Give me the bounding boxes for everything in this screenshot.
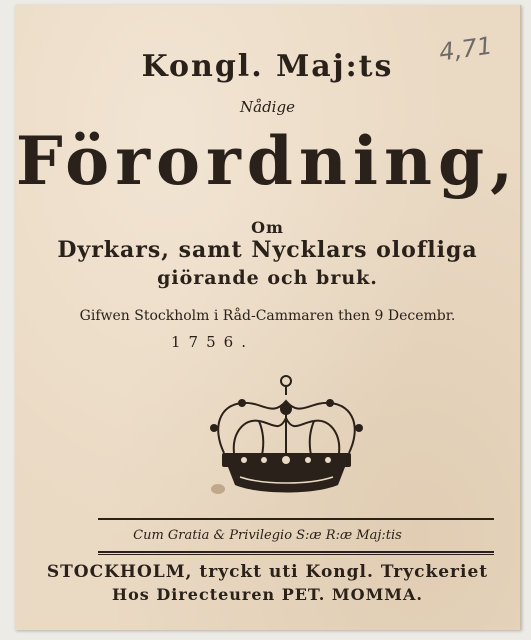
double-rule-upper xyxy=(98,551,494,553)
main-title: Förordning, xyxy=(15,122,520,200)
document-page xyxy=(15,5,521,630)
title-line-gracious: Nådige xyxy=(240,98,295,116)
title-line-royal: Kongl. Maj:ts xyxy=(141,49,394,84)
issued-place-date: Gifwen Stockholm i Råd-Cammaren then 9 Decembr. xyxy=(79,308,456,324)
subject-line-2: giörande och bruk. xyxy=(157,267,378,289)
subject-intro: Om xyxy=(251,218,284,237)
handwritten-catalog-note: 4,71 xyxy=(436,31,494,67)
paper-stain xyxy=(211,484,225,494)
double-rule-lower xyxy=(98,554,494,555)
privilege-line: Cum Gratia & Privilegio S:æ R:æ Maj:tis xyxy=(133,528,402,543)
printer-line-2: Hos Directeuren PET. MOMMA. xyxy=(112,585,423,604)
subject-line-1: Dyrkars, samt Nycklars olofliga xyxy=(57,237,478,263)
printer-line-1: STOCKHOLM, tryckt uti Kongl. Tryckeriet xyxy=(46,562,489,582)
royal-crown-icon xyxy=(204,373,369,498)
issued-year: 1756. xyxy=(171,333,254,351)
top-rule xyxy=(98,518,494,520)
